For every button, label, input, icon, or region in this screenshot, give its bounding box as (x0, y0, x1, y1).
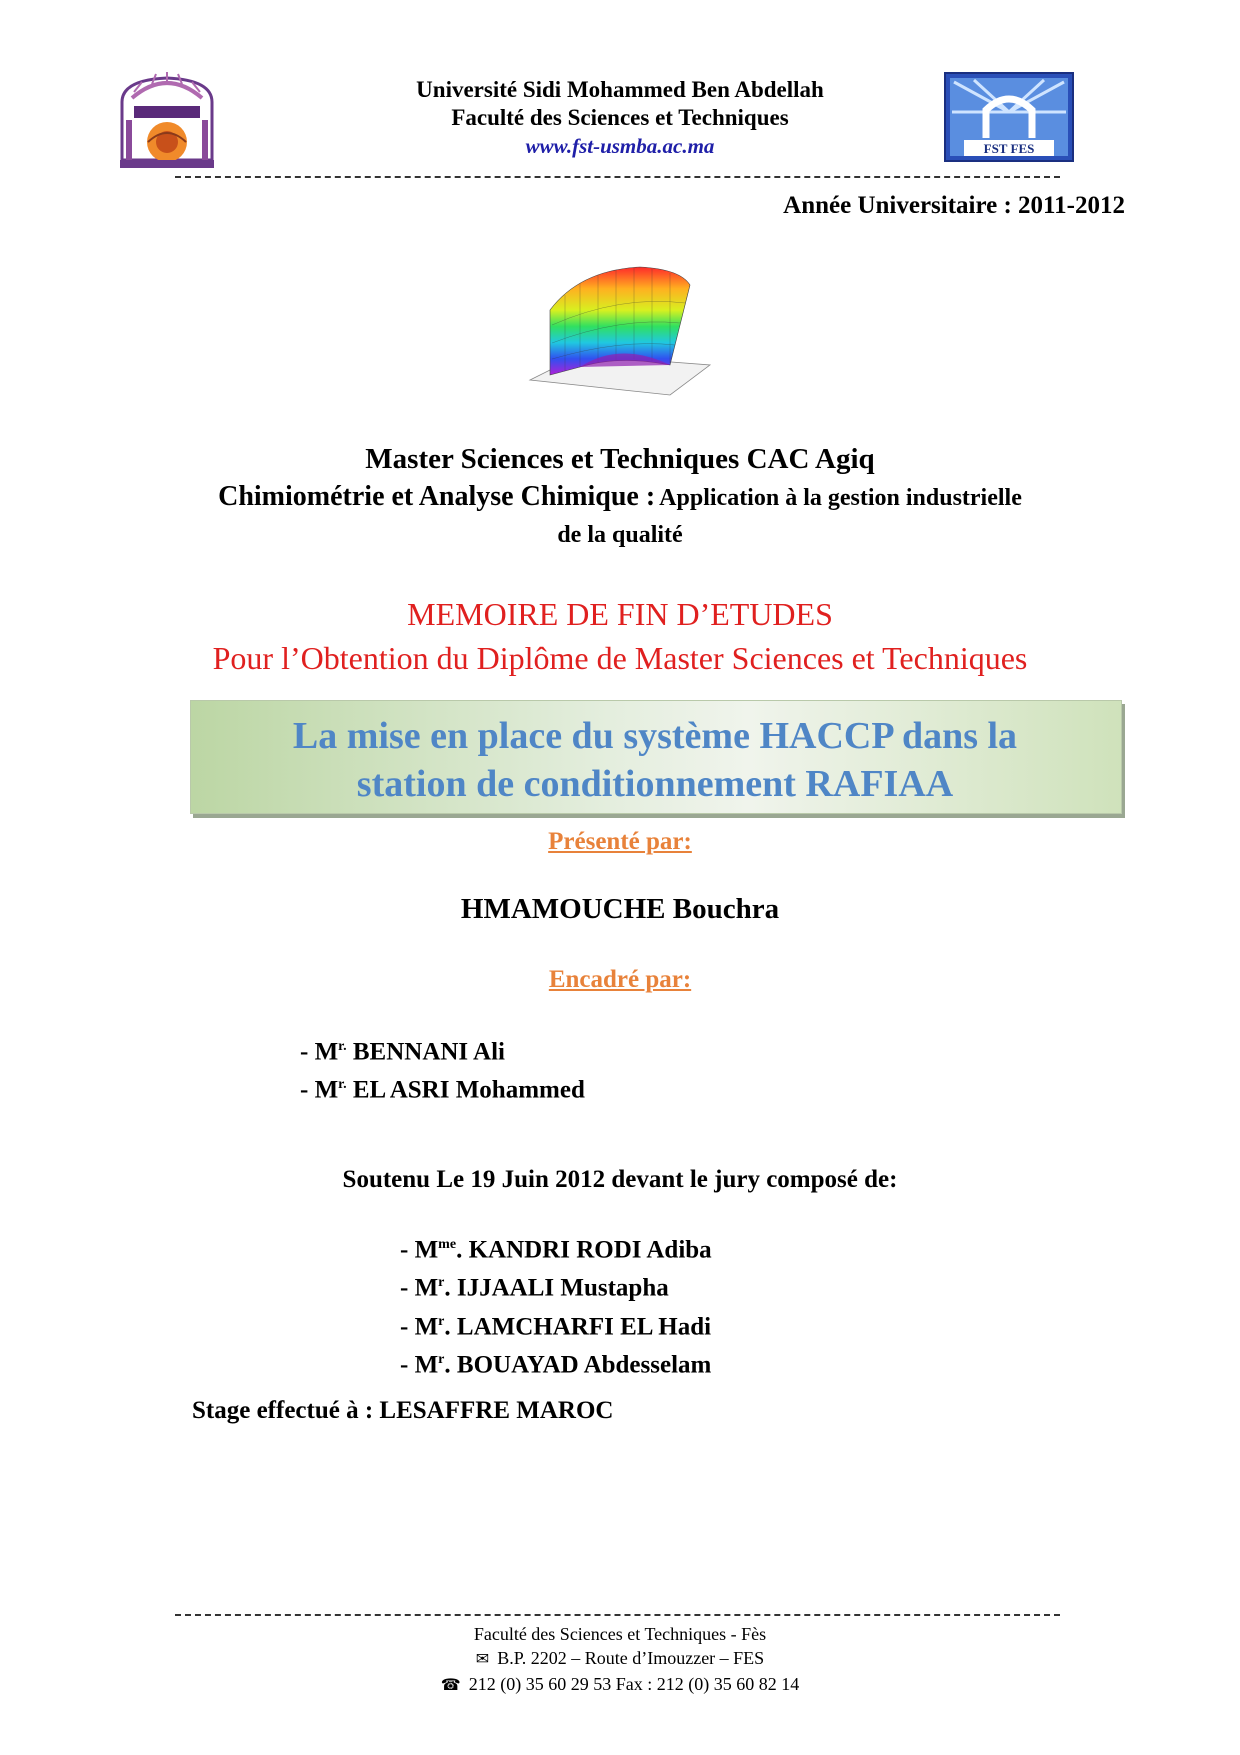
footer-address: ✉ B.P. 2202 – Route d’Imouzzer – FES (120, 1646, 1120, 1672)
jury-member: - $M^r$. BOUAYAD Abdesselam (400, 1351, 712, 1379)
student-name: HMAMOUCHE Bouchra (460, 893, 780, 925)
master-subtitle-rest: Application à la gestion industrielle (659, 485, 1022, 511)
header-block (360, 76, 880, 160)
internship-location: Stage effectué à : LESAFFRE MAROC (192, 1397, 614, 1424)
fst-fes-logo-text: FST FES (983, 141, 1035, 156)
envelope-icon: ✉ (475, 1651, 490, 1668)
telephone-icon: ☎ (440, 1677, 461, 1694)
header-divider (175, 176, 1060, 178)
footer-phone: ☎ 212 (0) 35 60 29 53 Fax : 212 (0) 35 60 82 14 (120, 1672, 1120, 1698)
memoire-title: MEMOIRE DE FIN D’ETUDES (407, 596, 833, 632)
master-subtitle-line2: de la qualité (557, 522, 683, 548)
memoire-block (120, 592, 1120, 680)
faculty-name: Faculté des Sciences et Techniques (451, 105, 789, 130)
university-crest-logo (112, 72, 222, 172)
surface-plot-image (520, 255, 720, 405)
website-link[interactable]: www.fst-usmba.ac.ma (525, 134, 715, 158)
fst-fes-logo (944, 72, 1074, 162)
jury-member: - $M^r$. IJJAALI Mustapha (400, 1274, 669, 1302)
jury-member: - $M^{me}$. KANDRI RODI Adiba (400, 1236, 712, 1264)
thesis-title (190, 712, 1120, 808)
supervisor-item: - $M^{r.}$ BENNANI Ali (300, 1038, 505, 1066)
footer-faculty: Faculté des Sciences et Techniques - Fès (473, 1624, 767, 1644)
jury-list (400, 1228, 1000, 1381)
presented-by-label: Présenté par: (548, 828, 692, 855)
academic-year: Année Universitaire : 2011-2012 (783, 192, 1125, 219)
master-program-title: Master Sciences et Techniques CAC Agiq (365, 443, 875, 475)
jury-member: - $M^r$. LAMCHARFI EL Hadi (400, 1312, 712, 1340)
footer (120, 1622, 1120, 1698)
supervisor-list (300, 1030, 900, 1107)
university-name: Université Sidi Mohammed Ben Abdellah (416, 77, 824, 102)
defense-statement: Soutenu Le 19 Juin 2012 devant le jury composé de: (342, 1166, 898, 1193)
thesis-title-line2: station de conditionnement RAFIAA (356, 763, 954, 805)
footer-divider (175, 1614, 1060, 1616)
master-program-subtitle (120, 480, 1120, 552)
master-subtitle-main: Chimiométrie et Analyse Chimique : (218, 481, 656, 512)
memoire-diploma-line: Pour l’Obtention du Diplôme de Master Sciences et Techniques (212, 640, 1028, 676)
supervised-by-label: Encadré par: (548, 966, 692, 993)
supervisor-item: - $M^{r.}$ EL ASRI Mohammed (300, 1076, 585, 1104)
thesis-title-line1: La mise en place du système HACCP dans la (292, 715, 1018, 757)
